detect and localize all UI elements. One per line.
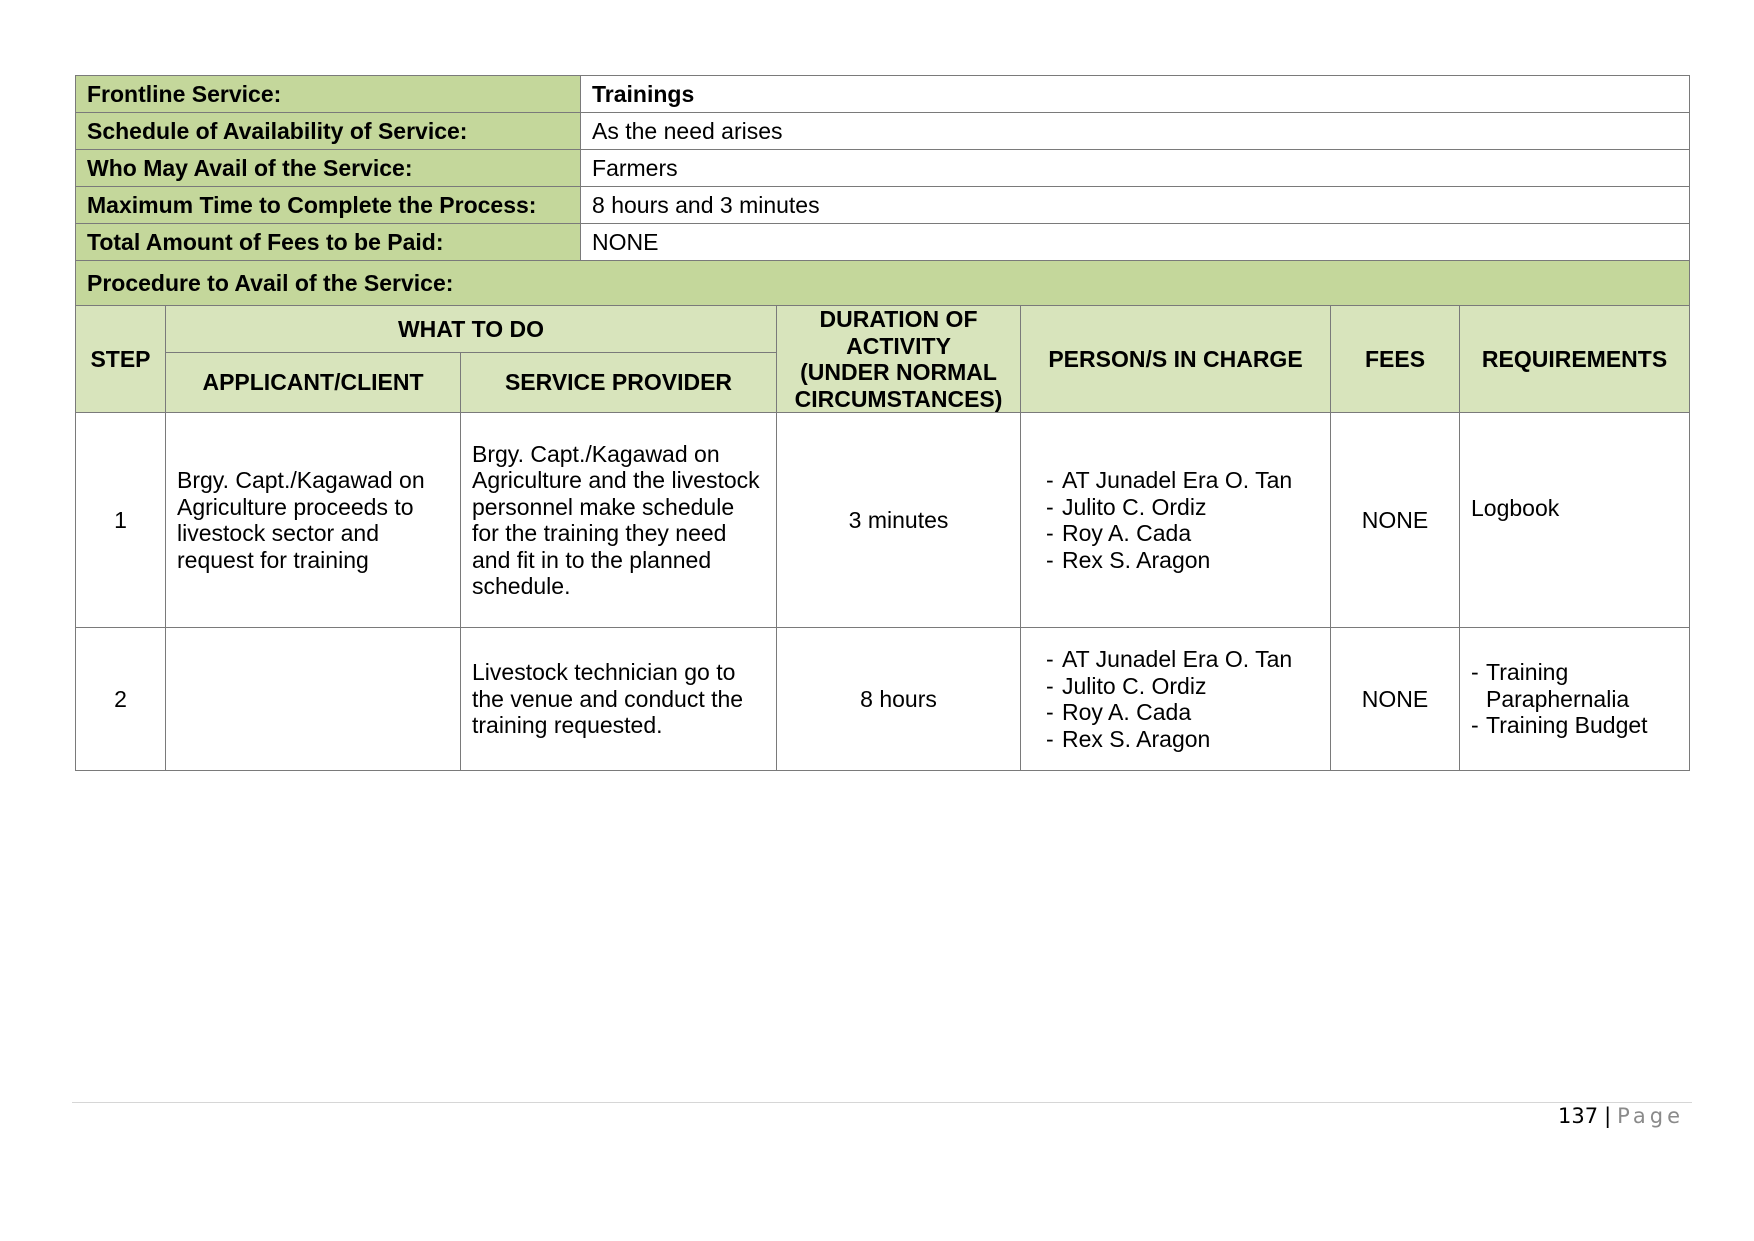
fees-value: NONE — [1331, 628, 1460, 771]
footer-divider — [72, 1102, 1692, 1103]
who-may-avail-label: Who May Avail of the Service: — [76, 150, 581, 187]
step-number: 1 — [76, 413, 166, 628]
service-provider-header: SERVICE PROVIDER — [461, 353, 777, 413]
what-to-do-header: WHAT TO DO — [166, 306, 777, 353]
frontline-service-label: Frontline Service: — [76, 76, 581, 113]
page-separator: | — [1604, 1104, 1612, 1128]
table-row — [76, 628, 1690, 771]
duration-value: 8 hours — [777, 628, 1021, 771]
applicant-action: Brgy. Capt./Kagawad on Agriculture proceeds to livestock sector and request for training — [166, 413, 461, 628]
requirement-item: - Training Paraphernalia — [1471, 659, 1678, 712]
applicant-action — [166, 628, 461, 771]
info-row-schedule — [76, 113, 1690, 150]
duration-header-line: CIRCUMSTANCES) — [794, 385, 1003, 412]
duration-header-line: ACTIVITY — [846, 332, 951, 359]
step-number: 2 — [76, 628, 166, 771]
header-row-top — [76, 306, 1690, 353]
requirements-value — [1460, 628, 1690, 771]
person-item: - AT Junadel Era O. Tan — [1046, 646, 1319, 673]
duration-header — [777, 306, 1021, 413]
requirement-item: - Training Budget — [1471, 712, 1678, 739]
info-row-fees — [76, 224, 1690, 261]
person-item: - Rex S. Aragon — [1046, 547, 1319, 574]
persons-list — [1032, 467, 1319, 573]
who-may-avail-value: Farmers — [581, 150, 1690, 187]
fees-value: NONE — [1331, 413, 1460, 628]
total-fees-label: Total Amount of Fees to be Paid: — [76, 224, 581, 261]
person-item: - AT Junadel Era O. Tan — [1046, 467, 1319, 494]
page-footer — [1558, 1104, 1684, 1128]
schedule-value: As the need arises — [581, 113, 1690, 150]
person-item: - Roy A. Cada — [1046, 520, 1319, 547]
person-item: - Julito C. Ordiz — [1046, 673, 1319, 700]
requirements-list — [1471, 659, 1678, 739]
persons-list — [1032, 646, 1319, 752]
persons-in-charge — [1021, 628, 1331, 771]
max-time-value: 8 hours and 3 minutes — [581, 187, 1690, 224]
max-time-label: Maximum Time to Complete the Process: — [76, 187, 581, 224]
info-row-who — [76, 150, 1690, 187]
applicant-client-header: APPLICANT/CLIENT — [166, 353, 461, 413]
provider-action: Livestock technician go to the venue and conduct the training requested. — [461, 628, 777, 771]
info-row-frontline — [76, 76, 1690, 113]
page-word: Page — [1617, 1104, 1684, 1128]
page-number: 137 — [1557, 1104, 1599, 1128]
step-header: STEP — [76, 306, 166, 413]
persons-in-charge — [1021, 413, 1331, 628]
service-table — [75, 75, 1690, 771]
frontline-service-value: Trainings — [581, 76, 1690, 113]
duration-value: 3 minutes — [777, 413, 1021, 628]
total-fees-value: NONE — [581, 224, 1690, 261]
persons-in-charge-header: PERSON/S IN CHARGE — [1021, 306, 1331, 413]
requirements-header: REQUIREMENTS — [1460, 306, 1690, 413]
duration-header-line: (UNDER NORMAL — [800, 359, 997, 385]
fees-header: FEES — [1331, 306, 1460, 413]
person-item: - Rex S. Aragon — [1046, 726, 1319, 753]
person-item: - Julito C. Ordiz — [1046, 494, 1319, 521]
requirements-value: Logbook — [1460, 413, 1690, 628]
procedure-row — [76, 261, 1690, 306]
procedure-label: Procedure to Avail of the Service: — [76, 261, 1690, 306]
info-row-max-time — [76, 187, 1690, 224]
table-row — [76, 413, 1690, 628]
person-item: - Roy A. Cada — [1046, 699, 1319, 726]
provider-action: Brgy. Capt./Kagawad on Agriculture and the livestock personnel make schedule for the training they need and fit in to the planned schedule. — [461, 413, 777, 628]
duration-header-line: DURATION OF — [819, 306, 978, 332]
schedule-label: Schedule of Availability of Service: — [76, 113, 581, 150]
